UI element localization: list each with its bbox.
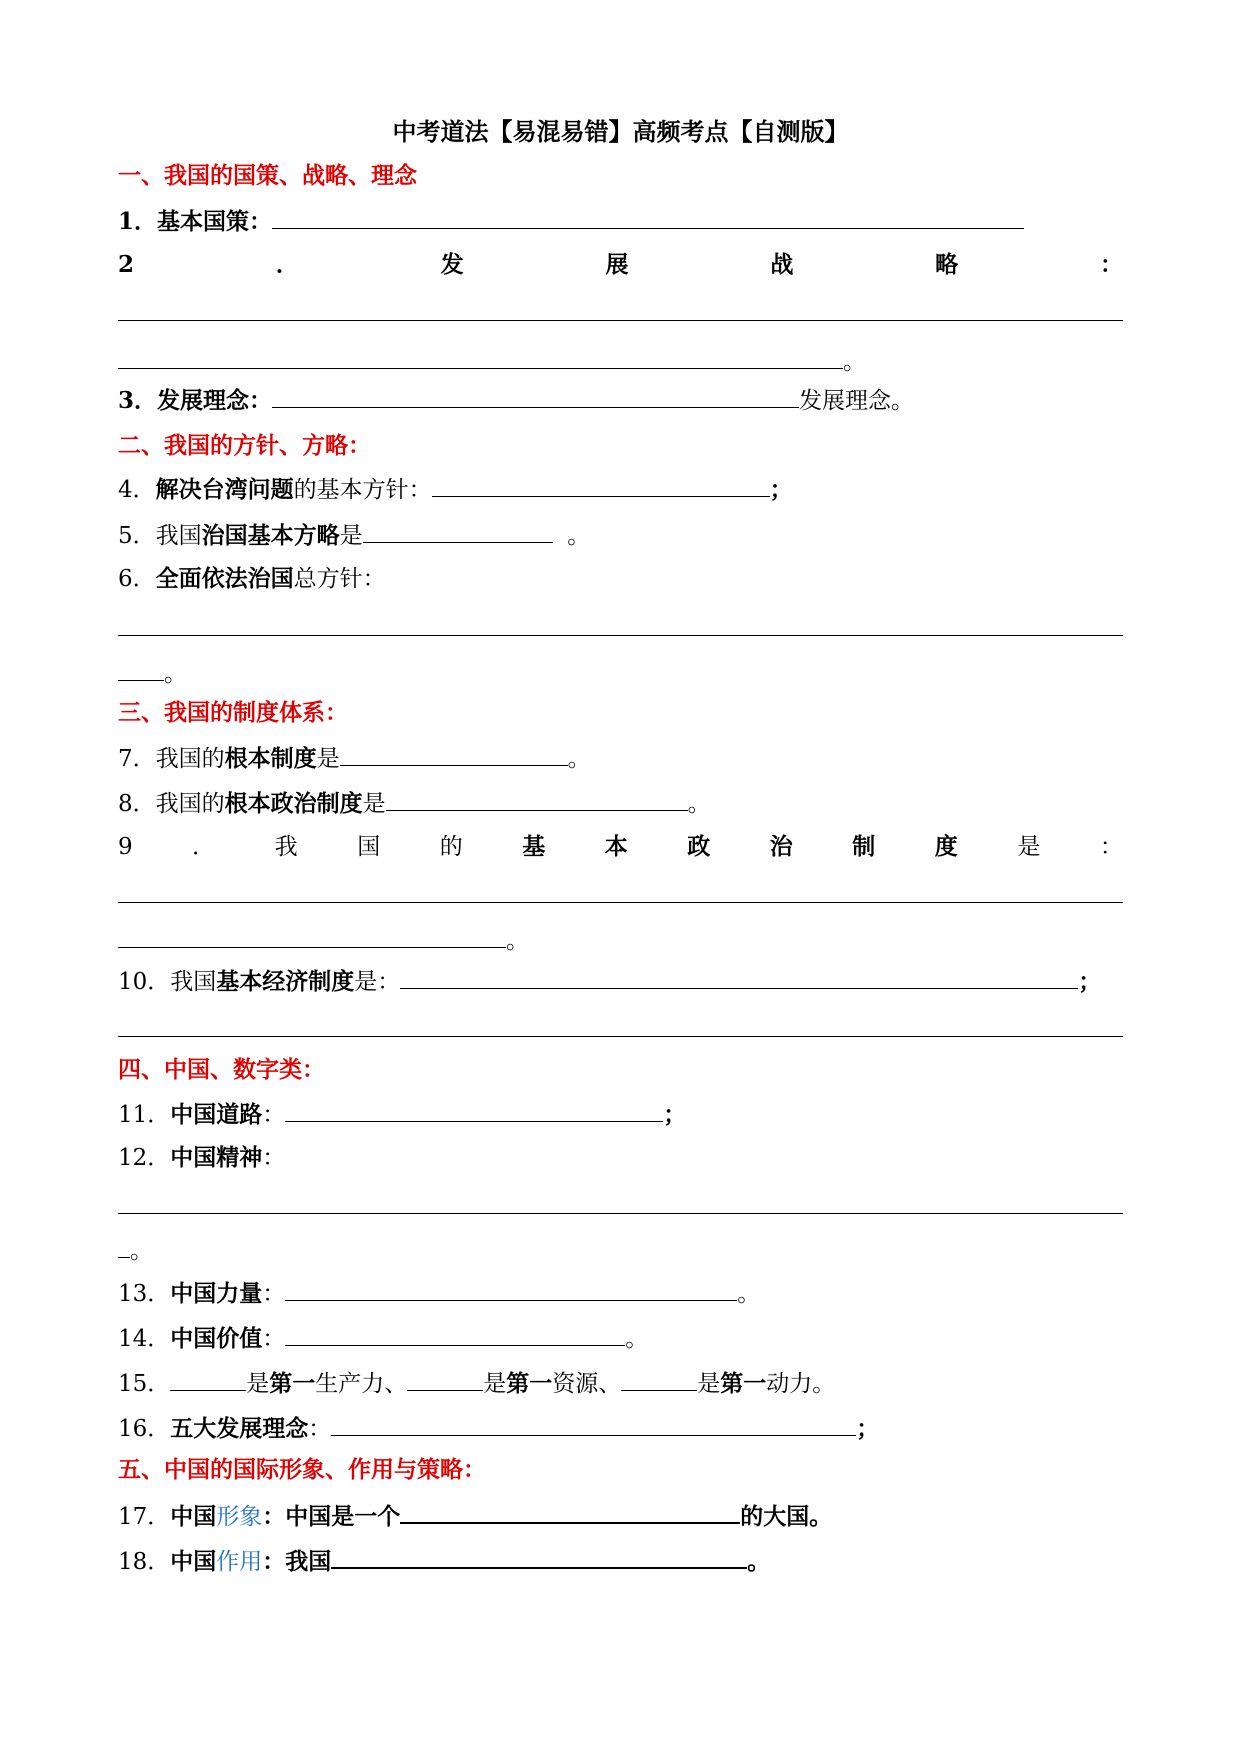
- answer-blank[interactable]: [118, 656, 164, 681]
- question-text: 总方针：: [293, 566, 386, 592]
- question-char: 度: [934, 833, 958, 860]
- question-label: 发展理念：: [157, 387, 273, 414]
- question-accent: 形象: [216, 1504, 263, 1530]
- end-punct: 。: [506, 928, 529, 954]
- question-bold: 五大发展理念: [170, 1415, 309, 1442]
- end-punct: 。: [567, 523, 591, 549]
- page-title: 中考道法【易混易错】高频考点【自测版】: [392, 117, 849, 146]
- question-char: 9: [118, 834, 133, 860]
- question-number: 18．: [118, 1549, 171, 1575]
- question-number: 17．: [118, 1504, 171, 1530]
- answer-blank[interactable]: [285, 1321, 625, 1346]
- end-punct: ；: [856, 1415, 880, 1442]
- question-char: 政: [687, 833, 711, 860]
- question-number: 11．: [118, 1102, 171, 1128]
- answer-line[interactable]: [118, 320, 1123, 321]
- question-number: 6．: [118, 566, 156, 592]
- question-bold: 中国精神: [170, 1144, 263, 1171]
- question-text: 我国: [155, 523, 202, 549]
- question-bold: 根本制度: [224, 745, 317, 772]
- question-text: 中国: [170, 1503, 217, 1530]
- question-suffix: 发展理念。: [799, 388, 915, 414]
- question-number: 13．: [118, 1281, 171, 1307]
- answer-blank[interactable]: [400, 1498, 740, 1524]
- question-number: 12．: [118, 1145, 171, 1171]
- question-number: 4．: [118, 477, 156, 503]
- question-char: ．: [192, 834, 216, 860]
- section-heading-4: 四、中国、数字类：: [118, 1056, 325, 1083]
- question-text: 我国的: [155, 791, 225, 817]
- question-bold: 第一: [269, 1370, 316, 1397]
- question-text: 是: [316, 746, 340, 772]
- question-char: 国: [357, 834, 381, 860]
- answer-blank[interactable]: [118, 1233, 130, 1258]
- section-heading-5: 五、中国的国际形象、作用与策略：: [118, 1456, 486, 1483]
- question-6: [118, 563, 1123, 595]
- question-number: 5．: [118, 523, 156, 549]
- question-text: ：中国是一个: [262, 1503, 401, 1530]
- section-heading-1: 一、我国的国策、战略、理念: [118, 162, 417, 189]
- question-accent: 作用: [216, 1549, 263, 1575]
- question-char: 战: [770, 251, 794, 278]
- question-text: ：我国: [262, 1548, 332, 1575]
- end-punct: 。: [625, 1326, 649, 1352]
- answer-line[interactable]: [118, 1036, 1123, 1037]
- question-text: ：: [262, 1281, 286, 1307]
- question-char: 制: [852, 833, 876, 860]
- question-13: [118, 1276, 1123, 1310]
- question-11: [118, 1097, 1123, 1131]
- question-text: 是: [362, 791, 386, 817]
- question-char: 展: [605, 251, 629, 278]
- question-9: [118, 831, 1123, 863]
- answer-blank[interactable]: [170, 1366, 246, 1391]
- question-char: 我: [274, 834, 298, 860]
- answer-blank[interactable]: [407, 1366, 483, 1391]
- end-punct: 。: [130, 1238, 153, 1264]
- question-number: 1．: [118, 208, 158, 235]
- question-14: [118, 1321, 1123, 1355]
- question-bold: 治国基本方略: [201, 522, 340, 549]
- question-10: [118, 964, 1123, 998]
- question-bold: 第一: [506, 1370, 553, 1397]
- answer-line[interactable]: [118, 1213, 1123, 1214]
- question-text: 是: [246, 1371, 270, 1397]
- end-punct: 。: [737, 1281, 761, 1307]
- question-9-tail: [118, 923, 1123, 957]
- answer-blank[interactable]: [285, 1097, 663, 1122]
- question-bold: 中国价值: [170, 1325, 263, 1352]
- section-heading-2: 二、我国的方针、方略：: [118, 432, 371, 459]
- question-number: 10．: [118, 969, 171, 995]
- question-text: 中国: [170, 1548, 217, 1575]
- answer-blank[interactable]: [400, 964, 1078, 989]
- question-2: [118, 249, 1123, 281]
- question-16: [118, 1411, 1123, 1445]
- question-2-tail: [118, 344, 1123, 378]
- question-8: [118, 786, 1123, 820]
- answer-blank[interactable]: [272, 204, 1024, 229]
- question-text: ：: [262, 1102, 286, 1128]
- end-punct: ；: [769, 476, 793, 503]
- question-bold: 全面依法治国: [155, 565, 294, 592]
- question-text: 动力。: [766, 1371, 836, 1397]
- question-text: 生产力、: [315, 1371, 408, 1397]
- question-char: ：: [1099, 834, 1123, 860]
- question-3: [118, 383, 1123, 417]
- end-punct: 。: [843, 349, 866, 375]
- question-char: 发: [440, 251, 464, 278]
- question-char: 的: [439, 834, 463, 860]
- answer-blank[interactable]: [285, 1276, 737, 1301]
- question-number: 14．: [118, 1326, 171, 1352]
- question-text: 是：: [354, 969, 401, 995]
- end-punct: 。: [687, 791, 711, 817]
- question-text: ：: [262, 1145, 286, 1171]
- question-text: 资源、: [552, 1371, 622, 1397]
- question-text: 我国: [170, 969, 217, 995]
- answer-blank[interactable]: [432, 472, 770, 497]
- answer-line[interactable]: [118, 635, 1123, 636]
- answer-blank[interactable]: [331, 1411, 856, 1436]
- question-char: 本: [604, 833, 628, 860]
- question-bold: 基本经济制度: [216, 968, 355, 995]
- end-punct: 的大国。: [740, 1503, 833, 1530]
- question-1: [118, 204, 1123, 238]
- question-char: 是: [1017, 834, 1041, 860]
- question-label: 基本国策：: [157, 208, 273, 235]
- question-17: [118, 1498, 1123, 1533]
- end-punct: 。: [567, 746, 591, 772]
- answer-blank[interactable]: [118, 344, 843, 369]
- question-bold: 第一: [720, 1370, 767, 1397]
- question-5: [118, 518, 1123, 552]
- question-6-tail: [118, 656, 1123, 690]
- answer-blank[interactable]: [118, 923, 506, 948]
- question-bold: 中国道路: [170, 1101, 263, 1128]
- question-text: 我国的: [155, 746, 225, 772]
- question-15: [118, 1366, 1123, 1400]
- question-text: 是: [697, 1371, 721, 1397]
- question-char: 略: [935, 251, 959, 278]
- question-bold: 解决台湾问题: [155, 476, 294, 503]
- answer-blank[interactable]: [340, 741, 568, 766]
- question-char: 基: [522, 833, 546, 860]
- question-number: 7．: [118, 746, 156, 772]
- answer-blank[interactable]: [272, 383, 799, 408]
- end-punct: ；: [663, 1101, 687, 1128]
- end-punct: 。: [747, 1548, 771, 1575]
- question-number: 16．: [118, 1416, 171, 1442]
- question-7: [118, 741, 1123, 775]
- question-4: [118, 472, 1123, 506]
- question-text: ：: [262, 1326, 286, 1352]
- question-12: [118, 1142, 1123, 1174]
- question-number: 15．: [118, 1371, 171, 1397]
- answer-line[interactable]: [118, 902, 1123, 903]
- question-bold: 中国力量: [170, 1280, 263, 1307]
- question-18: [118, 1543, 1123, 1578]
- question-text: 是: [483, 1371, 507, 1397]
- question-char: 2: [118, 251, 135, 278]
- end-punct: ；: [1078, 968, 1102, 995]
- end-punct: 。: [164, 661, 187, 687]
- question-number: 3．: [118, 387, 158, 414]
- question-text: 是: [339, 523, 363, 549]
- answer-blank[interactable]: [363, 518, 553, 543]
- question-bold: 根本政治制度: [224, 790, 363, 817]
- answer-blank[interactable]: [621, 1366, 697, 1391]
- question-char: 治: [769, 833, 793, 860]
- question-number: 8．: [118, 791, 156, 817]
- section-heading-3: 三、我国的制度体系：: [118, 699, 348, 726]
- answer-blank[interactable]: [331, 1543, 747, 1569]
- question-12-tail: [118, 1233, 1123, 1267]
- question-text: ：: [308, 1416, 332, 1442]
- answer-blank[interactable]: [386, 786, 688, 811]
- question-char: ．: [275, 251, 299, 278]
- question-char: ：: [1099, 251, 1123, 278]
- question-text: 的基本方针：: [293, 477, 432, 503]
